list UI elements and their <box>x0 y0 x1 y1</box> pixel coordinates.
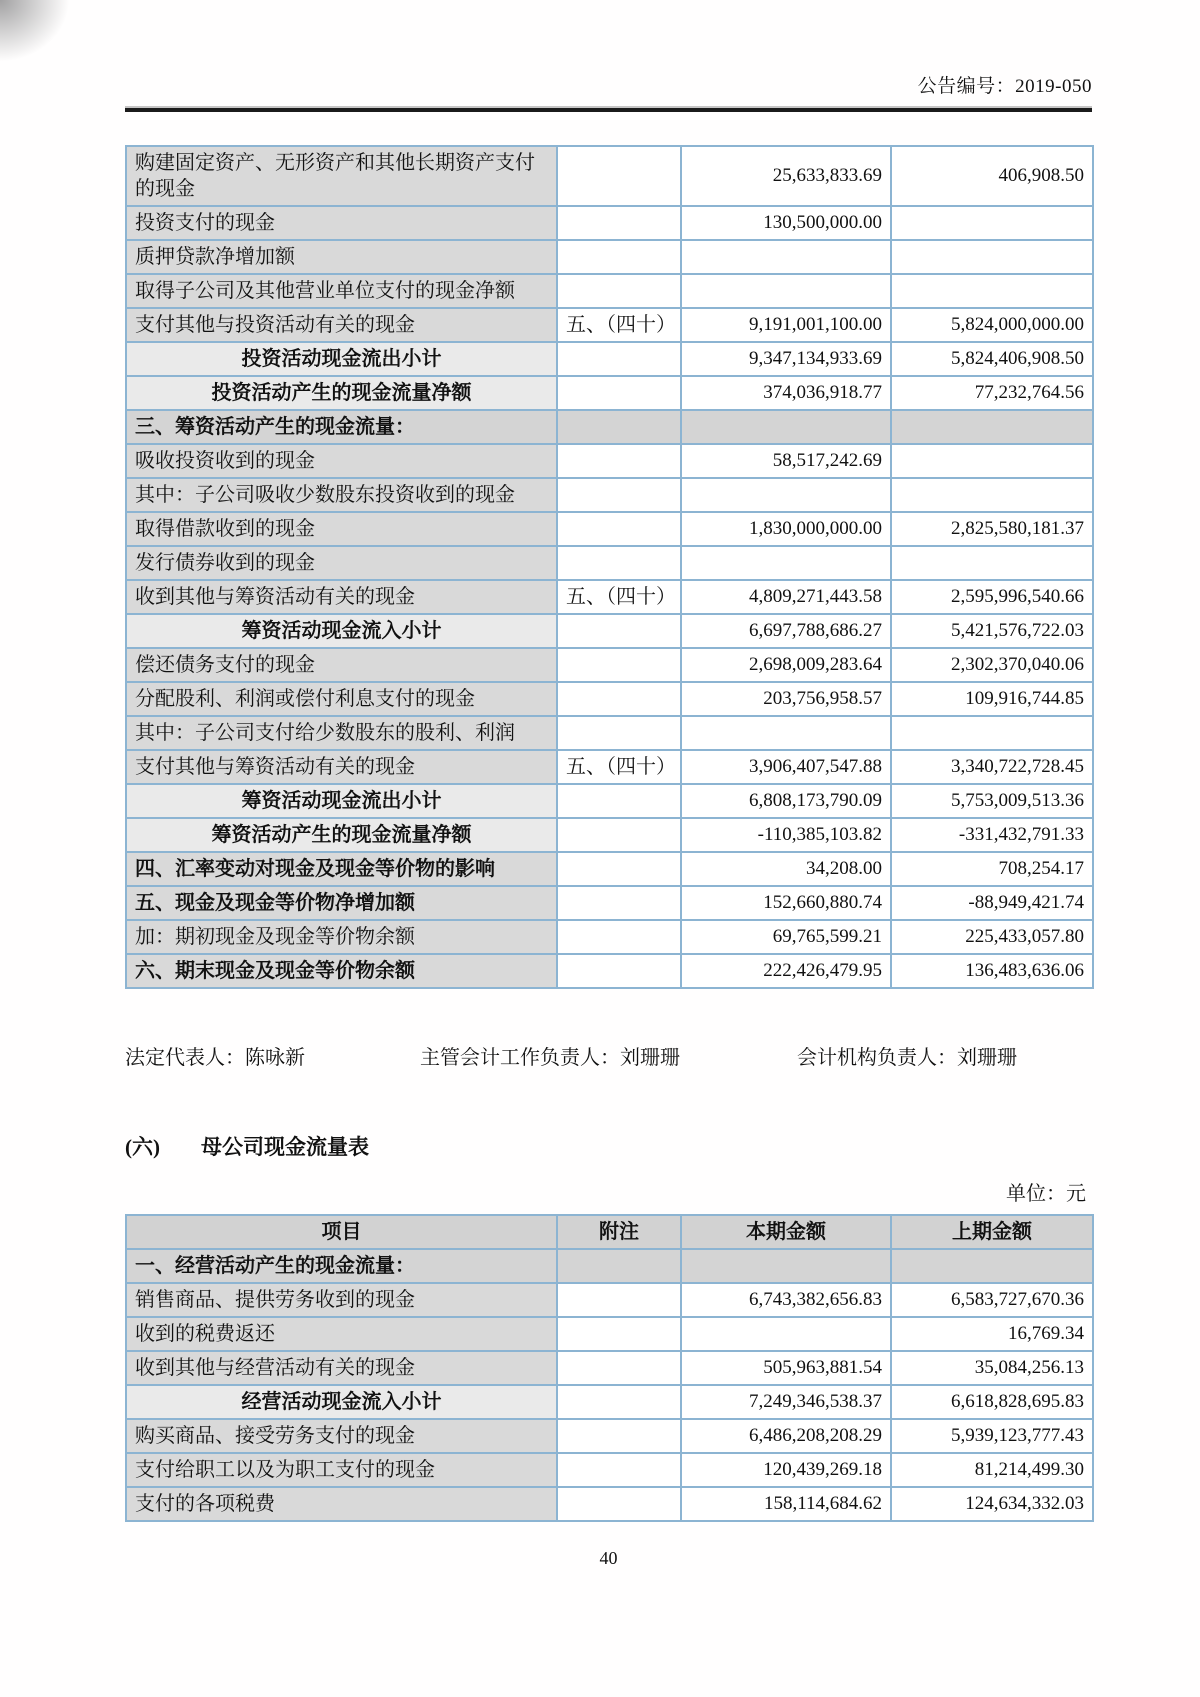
row-note-ref <box>557 716 681 750</box>
row-prior-amount <box>891 546 1093 580</box>
row-item-label: 五、现金及现金等价物净增加额 <box>126 886 557 920</box>
row-note-ref <box>557 146 681 206</box>
row-note-ref <box>557 1249 681 1283</box>
table-row <box>126 240 1093 274</box>
row-item-label: 支付其他与筹资活动有关的现金 <box>126 750 557 784</box>
table-row <box>126 274 1093 308</box>
table-row <box>126 1283 1093 1317</box>
table-row <box>126 648 1093 682</box>
row-prior-amount: 2,595,996,540.66 <box>891 580 1093 614</box>
table-row <box>126 954 1093 988</box>
row-note-ref <box>557 920 681 954</box>
row-note-ref <box>557 512 681 546</box>
row-current-amount <box>681 546 891 580</box>
row-note-ref <box>557 478 681 512</box>
row-prior-amount <box>891 478 1093 512</box>
row-current-amount: 58,517,242.69 <box>681 444 891 478</box>
row-prior-amount <box>891 240 1093 274</box>
row-note-ref <box>557 342 681 376</box>
row-prior-amount <box>891 274 1093 308</box>
row-note-ref <box>557 954 681 988</box>
row-note-ref <box>557 1317 681 1351</box>
table-row <box>126 1487 1093 1521</box>
row-item-label: 支付的各项税费 <box>126 1487 557 1521</box>
row-prior-amount <box>891 716 1093 750</box>
scan-corner-artifact <box>0 0 72 64</box>
row-current-amount: 203,756,958.57 <box>681 682 891 716</box>
row-prior-amount: 225,433,057.80 <box>891 920 1093 954</box>
row-prior-amount: 3,340,722,728.45 <box>891 750 1093 784</box>
row-item-label: 分配股利、利润或偿付利息支付的现金 <box>126 682 557 716</box>
row-prior-amount: 5,824,000,000.00 <box>891 308 1093 342</box>
table-row <box>126 1249 1093 1283</box>
row-current-amount: 6,486,208,208.29 <box>681 1419 891 1453</box>
row-prior-amount: 35,084,256.13 <box>891 1351 1093 1385</box>
row-current-amount: 34,208.00 <box>681 852 891 886</box>
row-current-amount <box>681 716 891 750</box>
row-item-label: 三、筹资活动产生的现金流量： <box>126 410 557 444</box>
row-note-ref <box>557 852 681 886</box>
table-row <box>126 444 1093 478</box>
row-current-amount: 120,439,269.18 <box>681 1453 891 1487</box>
table-row <box>126 308 1093 342</box>
row-item-label: 吸收投资收到的现金 <box>126 444 557 478</box>
row-item-label: 其中：子公司吸收少数股东投资收到的现金 <box>126 478 557 512</box>
header-note: 附注 <box>557 1215 681 1249</box>
row-prior-amount: 5,824,406,908.50 <box>891 342 1093 376</box>
row-item-label: 四、汇率变动对现金及现金等价物的影响 <box>126 852 557 886</box>
table-row <box>126 1385 1093 1419</box>
parent-company-cash-flow-table <box>125 1214 1094 1522</box>
table-row <box>126 750 1093 784</box>
row-prior-amount <box>891 410 1093 444</box>
row-item-label: 投资活动产生的现金流量净额 <box>126 376 557 410</box>
row-prior-amount: 6,583,727,670.36 <box>891 1283 1093 1317</box>
table-row <box>126 852 1093 886</box>
row-item-label: 六、期末现金及现金等价物余额 <box>126 954 557 988</box>
row-prior-amount: -88,949,421.74 <box>891 886 1093 920</box>
row-current-amount: 158,114,684.62 <box>681 1487 891 1521</box>
row-item-label: 取得借款收到的现金 <box>126 512 557 546</box>
row-current-amount <box>681 410 891 444</box>
row-item-label: 收到其他与筹资活动有关的现金 <box>126 580 557 614</box>
row-item-label: 一、经营活动产生的现金流量： <box>126 1249 557 1283</box>
row-prior-amount: 136,483,636.06 <box>891 954 1093 988</box>
header-prior-period: 上期金额 <box>891 1215 1093 1249</box>
table-row <box>126 1453 1093 1487</box>
row-prior-amount: -331,432,791.33 <box>891 818 1093 852</box>
table-row <box>126 784 1093 818</box>
row-prior-amount: 406,908.50 <box>891 146 1093 206</box>
table-row <box>126 920 1093 954</box>
row-prior-amount: 16,769.34 <box>891 1317 1093 1351</box>
row-prior-amount: 5,939,123,777.43 <box>891 1419 1093 1453</box>
row-item-label: 发行债券收到的现金 <box>126 546 557 580</box>
table-row <box>126 580 1093 614</box>
row-current-amount: 3,906,407,547.88 <box>681 750 891 784</box>
section-heading <box>125 1133 1092 1161</box>
row-current-amount: 25,633,833.69 <box>681 146 891 206</box>
row-current-amount: 505,963,881.54 <box>681 1351 891 1385</box>
row-current-amount <box>681 1249 891 1283</box>
table-row <box>126 614 1093 648</box>
row-current-amount: 7,249,346,538.37 <box>681 1385 891 1419</box>
consolidated-cash-flow-body <box>126 146 1093 988</box>
row-current-amount: 2,698,009,283.64 <box>681 648 891 682</box>
consolidated-cash-flow-table <box>125 145 1094 989</box>
row-item-label: 销售商品、提供劳务收到的现金 <box>126 1283 557 1317</box>
row-note-ref <box>557 1453 681 1487</box>
header-current-period: 本期金额 <box>681 1215 891 1249</box>
table-row <box>126 410 1093 444</box>
row-item-label: 筹资活动现金流出小计 <box>126 784 557 818</box>
row-note-ref: 五、（四十） <box>557 308 681 342</box>
row-item-label: 质押贷款净增加额 <box>126 240 557 274</box>
row-note-ref <box>557 1385 681 1419</box>
row-current-amount: 152,660,880.74 <box>681 886 891 920</box>
accounting-dept-head: 会计机构负责人：刘珊珊 <box>797 1047 1017 1069</box>
table-row <box>126 886 1093 920</box>
table-header-row <box>126 1215 1093 1249</box>
row-item-label: 支付给职工以及为职工支付的现金 <box>126 1453 557 1487</box>
row-prior-amount: 5,421,576,722.03 <box>891 614 1093 648</box>
table-row <box>126 818 1093 852</box>
row-item-label: 购建固定资产、无形资产和其他长期资产支付的现金 <box>126 146 557 206</box>
parent-cash-flow-body <box>126 1249 1093 1521</box>
row-prior-amount: 5,753,009,513.36 <box>891 784 1093 818</box>
row-note-ref <box>557 444 681 478</box>
table-row <box>126 682 1093 716</box>
row-item-label: 加：期初现金及现金等价物余额 <box>126 920 557 954</box>
section-title: 母公司现金流量表 <box>201 1135 369 1159</box>
row-note-ref <box>557 784 681 818</box>
row-note-ref <box>557 1419 681 1453</box>
row-prior-amount: 124,634,332.03 <box>891 1487 1093 1521</box>
row-current-amount <box>681 240 891 274</box>
row-prior-amount: 109,916,744.85 <box>891 682 1093 716</box>
signature-line <box>125 1041 1092 1069</box>
row-prior-amount: 81,214,499.30 <box>891 1453 1093 1487</box>
row-item-label: 投资活动现金流出小计 <box>126 342 557 376</box>
row-current-amount: 130,500,000.00 <box>681 206 891 240</box>
row-current-amount: 6,808,173,790.09 <box>681 784 891 818</box>
row-current-amount <box>681 1317 891 1351</box>
row-note-ref <box>557 648 681 682</box>
table-row <box>126 1419 1093 1453</box>
row-note-ref <box>557 614 681 648</box>
row-current-amount: -110,385,103.82 <box>681 818 891 852</box>
row-current-amount: 1,830,000,000.00 <box>681 512 891 546</box>
row-note-ref <box>557 1487 681 1521</box>
row-item-label: 购买商品、接受劳务支付的现金 <box>126 1419 557 1453</box>
chief-accountant: 主管会计工作负责人：刘珊珊 <box>420 1047 680 1069</box>
row-note-ref <box>557 1351 681 1385</box>
row-current-amount: 4,809,271,443.58 <box>681 580 891 614</box>
page-content <box>125 0 1092 1569</box>
legal-representative: 法定代表人：陈咏新 <box>125 1047 305 1069</box>
row-current-amount: 9,191,001,100.00 <box>681 308 891 342</box>
row-item-label: 经营活动现金流入小计 <box>126 1385 557 1419</box>
row-prior-amount <box>891 206 1093 240</box>
unit-label: 单位：元 <box>1006 1183 1086 1205</box>
row-current-amount: 69,765,599.21 <box>681 920 891 954</box>
table-row <box>126 146 1093 206</box>
row-item-label: 筹资活动现金流入小计 <box>126 614 557 648</box>
row-item-label: 收到的税费返还 <box>126 1317 557 1351</box>
table-row <box>126 512 1093 546</box>
announcement-number: 公告编号：2019-050 <box>917 76 1092 97</box>
row-note-ref <box>557 240 681 274</box>
row-current-amount: 6,697,788,686.27 <box>681 614 891 648</box>
row-prior-amount: 2,825,580,181.37 <box>891 512 1093 546</box>
table-row <box>126 376 1093 410</box>
row-prior-amount: 6,618,828,695.83 <box>891 1385 1093 1419</box>
row-current-amount: 9,347,134,933.69 <box>681 342 891 376</box>
table-row <box>126 1317 1093 1351</box>
table-row <box>126 206 1093 240</box>
table-row <box>126 1351 1093 1385</box>
section-number: (六) <box>125 1135 160 1159</box>
row-item-label: 取得子公司及其他营业单位支付的现金净额 <box>126 274 557 308</box>
row-note-ref <box>557 682 681 716</box>
table-row <box>126 716 1093 750</box>
row-prior-amount: 708,254.17 <box>891 852 1093 886</box>
row-note-ref <box>557 1283 681 1317</box>
table-row <box>126 546 1093 580</box>
row-prior-amount <box>891 1249 1093 1283</box>
table-row <box>126 478 1093 512</box>
row-current-amount <box>681 478 891 512</box>
row-prior-amount: 2,302,370,040.06 <box>891 648 1093 682</box>
row-current-amount: 374,036,918.77 <box>681 376 891 410</box>
row-item-label: 收到其他与经营活动有关的现金 <box>126 1351 557 1385</box>
row-current-amount <box>681 274 891 308</box>
row-note-ref <box>557 206 681 240</box>
row-item-label: 筹资活动产生的现金流量净额 <box>126 818 557 852</box>
row-current-amount: 6,743,382,656.83 <box>681 1283 891 1317</box>
header-item: 项目 <box>126 1215 557 1249</box>
row-note-ref <box>557 546 681 580</box>
row-prior-amount: 77,232,764.56 <box>891 376 1093 410</box>
row-note-ref <box>557 818 681 852</box>
row-item-label: 投资支付的现金 <box>126 206 557 240</box>
row-note-ref <box>557 410 681 444</box>
row-note-ref: 五、（四十） <box>557 750 681 784</box>
row-note-ref <box>557 376 681 410</box>
row-note-ref <box>557 886 681 920</box>
row-prior-amount <box>891 444 1093 478</box>
row-note-ref <box>557 274 681 308</box>
row-item-label: 其中：子公司支付给少数股东的股利、利润 <box>126 716 557 750</box>
row-note-ref: 五、（四十） <box>557 580 681 614</box>
row-item-label: 偿还债务支付的现金 <box>126 648 557 682</box>
row-item-label: 支付其他与投资活动有关的现金 <box>126 308 557 342</box>
page-number: 40 <box>599 1548 618 1568</box>
header-rule <box>125 108 1092 112</box>
table-row <box>126 342 1093 376</box>
row-current-amount: 222,426,479.95 <box>681 954 891 988</box>
